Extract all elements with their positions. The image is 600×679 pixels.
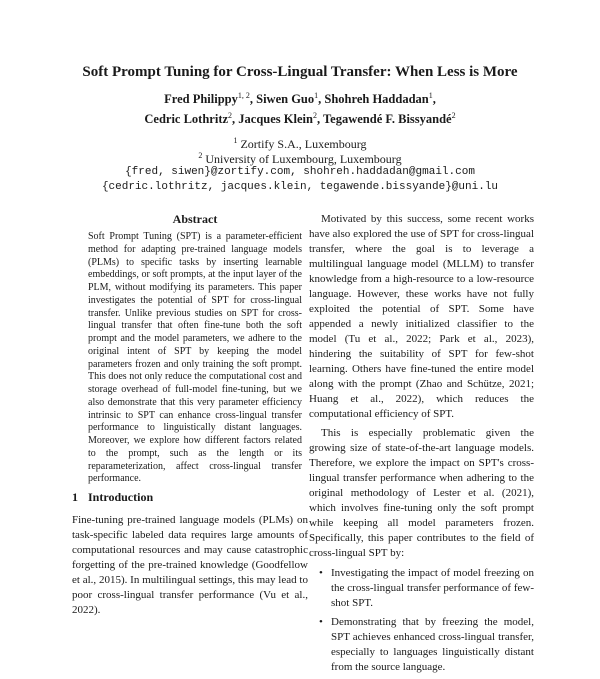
author-line-1 (0, 91, 600, 107)
abstract-body: Soft Prompt Tuning (SPT) is a parameter-efficient method for adapting pre-trained language models (PLMs) to specific tasks by inserting learnable embeddings, or soft prompts, at the input layer of the PLM, without modifying its parameters. This paper investigates the potential of SPT for cross-lingual transfer. Unlike previous studies on SPT for cross-lingual transfer that often fine-tune both the soft prompt and the model parameters, we adhere to the original intent of SPT by keeping the model parameters frozen and only training the soft prompt. This does not only reduce the computational cost and storage overhead of full-model fine-tuning, but we also demonstrate that this very parameter efficiency intrinsic to SPT can enhance cross-lingual transfer performance to linguistically distant languages. Moreover, we explore how different factors related to the prompt, such as the length or its reparameterization, affect cross-lingual transfer performance. (88, 231, 302, 485)
author-name: Fred Philippy (164, 92, 238, 107)
author-separator: , (232, 112, 239, 127)
author-line-2 (0, 111, 600, 127)
author-name: Cedric Lothritz (144, 112, 229, 127)
section-heading-introduction (72, 490, 153, 505)
list-item-text: Demonstrating that by freezing the model, SPT achieves enhanced cross-lingual transfer, especially to languages linguistically distant from the source language. (331, 616, 534, 673)
bullet-icon: • (319, 567, 323, 579)
right-column (309, 212, 534, 679)
author-affil-sup: 1, 2 (237, 91, 250, 100)
author-name: Tegawendé F. Bissyandé (322, 112, 452, 127)
affiliation-sup: 1 (233, 136, 238, 145)
author-separator: , (316, 112, 323, 127)
list-item (319, 566, 534, 611)
abstract-heading: Abstract (172, 212, 218, 226)
body-paragraph: This is especially problematic given the growing size of state-of-the-art language models. Therefore, we explore the impact on SPT's cross-lingual transfer performance when adhering to the original methodology of Lester et al. (2021), which involves fine-tuning only the soft prompt while keeping all model parameters frozen. Specifically, this paper contributes to the field of cross-lingual SPT by: (309, 427, 534, 559)
list-item-text: Investigating the impact of model freezing on the cross-lingual transfer performance of few-shot SPT. (331, 567, 534, 609)
bullet-icon: • (319, 616, 323, 628)
section-title: Introduction (88, 490, 154, 504)
email-line-2: {cedric.lothritz, jacques.klein, tegawende.bissyande}@uni.lu (101, 181, 499, 193)
contribution-list (309, 566, 534, 675)
author-affil-sup: 2 (451, 111, 456, 120)
email-line-1: {fred, siwen}@zortify.com, shohreh.haddadan@gmail.com (125, 166, 475, 178)
author-name: Siwen Guo (256, 92, 315, 107)
author-affil-sup: 2 (228, 111, 233, 120)
author-separator: , (318, 92, 325, 107)
author-separator: , (249, 92, 257, 107)
paper-title: Soft Prompt Tuning for Cross-Lingual Transfer: When Less is More (82, 64, 518, 80)
author-name: Jacques Klein (238, 112, 313, 127)
author-separator: , (432, 92, 436, 107)
list-item (319, 615, 534, 675)
affiliation-2 (0, 151, 600, 167)
affiliation-text: Zortify S.A., Luxembourg (240, 137, 367, 151)
author-name: Shohreh Haddadan (324, 92, 429, 107)
author-affil-sup: 1 (428, 91, 433, 100)
author-affil-sup: 2 (312, 111, 317, 120)
affiliation-sup: 2 (198, 151, 203, 160)
section-number: 1 (72, 490, 78, 504)
author-affil-sup: 1 (314, 91, 319, 100)
affiliation-text: University of Luxembourg, Luxembourg (205, 152, 402, 166)
introduction-paragraph: Fine-tuning pre-trained language models (PLMs) on task-specific labeled data requires large amounts of computational resources and may cause catastrophic forgetting of the pre-trained knowledge (Goodfellow et al., 2015). In multilingual settings, this may lead to poor cross-lingual transfer performance (Vu et al., 2022). (72, 514, 308, 616)
affiliation-1 (0, 136, 600, 152)
body-paragraph: Motivated by this success, some recent works have also explored the use of SPT for cross-lingual transfer, where the goal is to leverage a multilingual language model (MLLM) to transfer knowledge from a high-resource to a low-resource language. However, these works have not fully exploited the potential of SPT. Some have appended a newly initialized classifier to the model (Tu et al., 2022; Park et al., 2023), hindering the suitability of SPT for few-shot learning. Others have fine-tuned the entire model along with the prompt (Zhao and Schütze, 2021; Huang et al., 2022), which reduces the computational efficiency of SPT. (309, 213, 534, 420)
